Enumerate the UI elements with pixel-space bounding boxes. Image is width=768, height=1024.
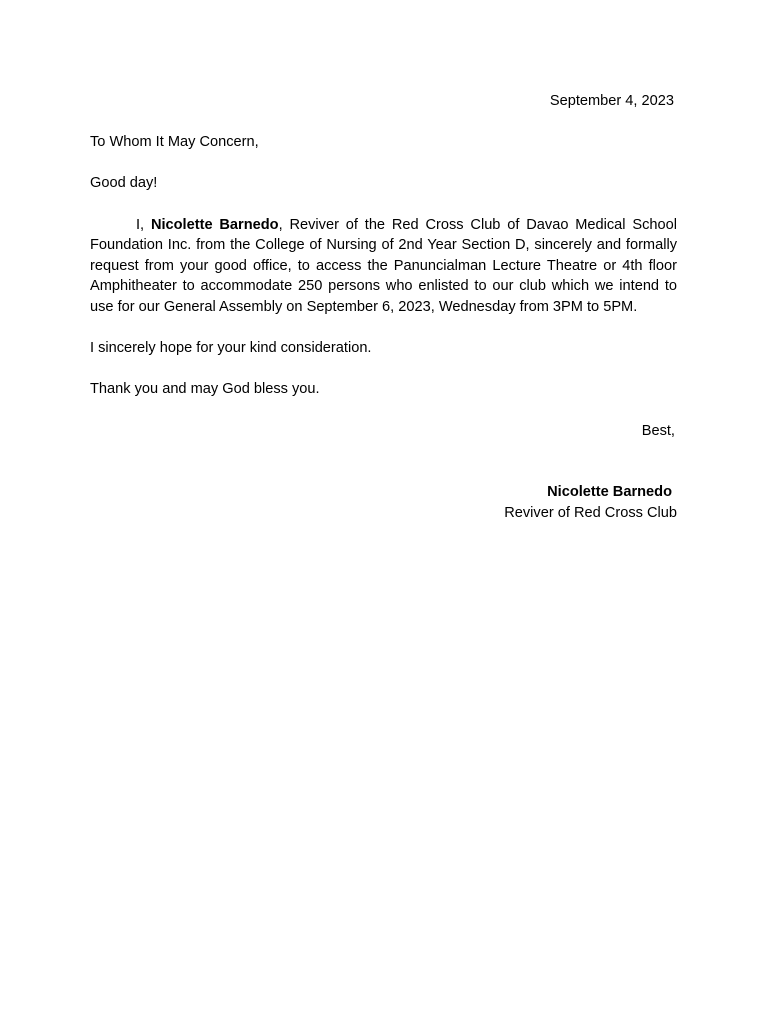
spacer	[90, 400, 677, 421]
greeting: Good day!	[90, 175, 158, 192]
spacer	[90, 153, 677, 174]
spacer	[90, 112, 677, 133]
letter-date: September 4, 2023	[549, 93, 674, 109]
spacer	[90, 441, 677, 482]
body-paragraph	[90, 215, 677, 318]
signature-title: Reviver of Red Cross Club	[504, 504, 677, 521]
salutation: To Whom It May Concern,	[90, 134, 259, 151]
signature-name: Nicolette Barnedo	[547, 484, 672, 501]
thanks-line: Thank you and may God bless you.	[90, 381, 320, 398]
spacer	[90, 318, 677, 339]
spacer	[90, 194, 677, 215]
sender-name: Nicolette Barnedo	[150, 216, 279, 233]
body-text: , Reviver of the Red Cross Club of Davao Medical School Foundation Inc. from the College of Nursing of 2nd Year Section D, sincerely and formally request from your good office, to access the Panuncialman Lecture Theatre or 4th floor Amphitheater to accommodate 250 persons who enlisted to our club which we intend to use for our General Assembly on September 6, 2023, Wednesday from 3PM to 5PM.	[90, 216, 677, 315]
spacer	[90, 359, 677, 380]
hope-line: I sincerely hope for your kind consideration.	[90, 340, 372, 357]
closing: Best,	[641, 422, 675, 439]
body-prefix: I,	[136, 216, 151, 233]
letter-page	[90, 91, 677, 523]
